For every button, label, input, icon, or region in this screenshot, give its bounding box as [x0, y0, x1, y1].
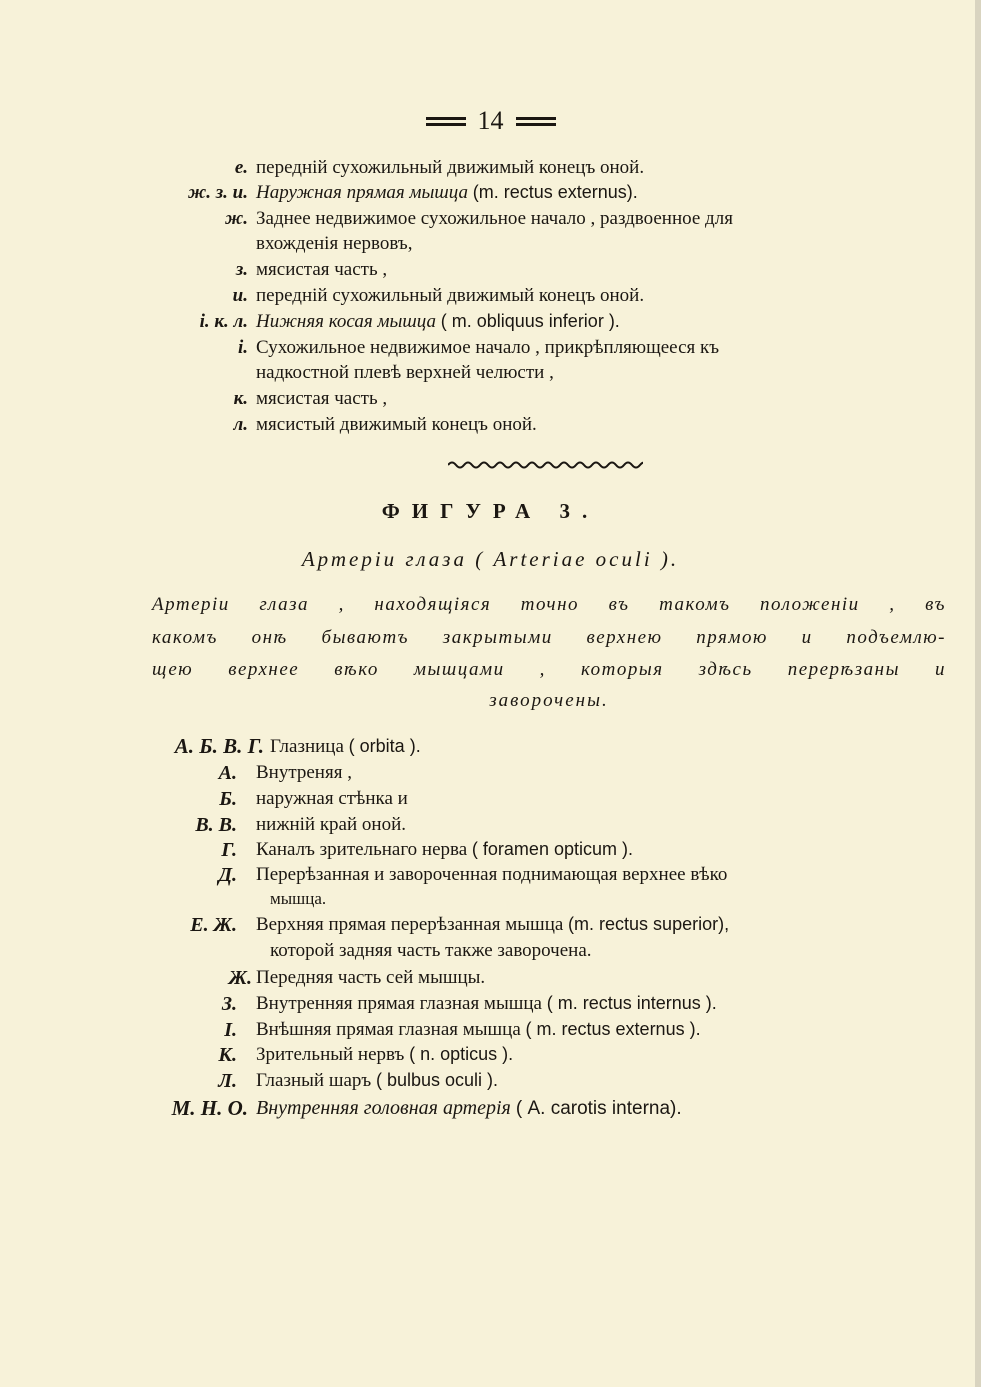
legend-label: В. В. [195, 814, 237, 836]
page-number: 14 [477, 106, 504, 136]
legend-text: Передняя часть сей мышцы. [256, 967, 486, 988]
line-label: i. к. л. [199, 311, 248, 332]
line-label: к. [233, 388, 248, 409]
legend-text: нижнiй край оной. [256, 814, 406, 835]
figure-title: ФИГУРА 3. [381, 499, 600, 523]
line-text: вхожденiя нервовъ, [256, 233, 413, 254]
legend-label: Ж. [228, 967, 252, 989]
legend-text: Глазный шаръ ( bulbus oculi ). [256, 1070, 499, 1091]
legend-text: Внутренняя головная артерiя ( A. carotis interna). [256, 1097, 682, 1119]
line-text: Заднее недвижимое сухожильное начало , раздвоенное для [256, 208, 733, 229]
description-line: заворочены. [489, 690, 609, 711]
legend-text: наружная стѣнка и [256, 788, 408, 809]
line-label: л. [233, 414, 248, 435]
legend-text: Внутреняя , [256, 762, 352, 783]
legend-label: А. [218, 762, 237, 784]
legend-label: Л. [218, 1070, 237, 1092]
ornament-bar-left [426, 117, 466, 126]
description-line: какомъ онѣ бываютъ закрытыми верхнею прямою и подъемлю- [152, 627, 946, 648]
muscle-heading: Нижняя косая мышца ( m. obliquus inferior ). [256, 311, 620, 332]
legend-label: Д. [218, 864, 237, 886]
line-text: надкостной плевѣ верхней челюсти , [256, 362, 554, 383]
legend-label: Е. Ж. [190, 914, 237, 936]
line-label: е. [234, 157, 248, 178]
legend-label: К. [218, 1044, 237, 1066]
page-edge [975, 0, 981, 1387]
legend-label: Г. [221, 839, 237, 861]
line-label: и. [232, 285, 248, 306]
legend-text: Верхняя прямая перерѣзанная мышца (m. rectus superior), [256, 914, 730, 935]
line-text: мясистая часть , [256, 259, 388, 280]
legend-label: А. Б. В. Г. [174, 734, 264, 758]
legend-label: I. [224, 1019, 237, 1041]
legend-text: Перерѣзанная и завороченная поднимающая верхнее вѣко [256, 864, 728, 885]
description-line: Артерiи глаза , находящiяся точно въ такомъ положенiи , въ [152, 594, 946, 615]
wavy-divider [448, 460, 643, 470]
figure-subtitle: Артерiи глаза ( Arteriae oculi ). [301, 547, 680, 571]
page-number-header [0, 104, 981, 136]
line-label: i. [237, 337, 248, 358]
legend-label: Б. [219, 788, 237, 810]
legend-text: Внутренняя прямая глазная мышца ( m. rectus internus ). [256, 993, 717, 1014]
legend-text: Внѣшняя прямая глазная мышца ( m. rectus externus ). [256, 1019, 701, 1040]
muscle-heading: Наружная прямая мышца (m. rectus externus). [256, 182, 638, 203]
legend-text: Глазница ( orbita ). [270, 736, 421, 757]
legend-text: Зрительный нервъ ( n. opticus ). [256, 1044, 514, 1065]
line-text: переднiй сухожильный движимый конецъ оной. [256, 285, 645, 306]
line-text: Сухожильное недвижимое начало , прикрѣпляющееся къ [256, 337, 720, 358]
line-text: переднiй сухожильный движимый конецъ оной. [256, 157, 645, 178]
line-label: з. [235, 259, 248, 280]
legend-text: Каналъ зрительнаго нерва ( foramen opticum ). [256, 839, 633, 860]
description-line: щею верхнее вѣко мышцами , которыя здѣсь перерѣзаны и [152, 659, 946, 680]
line-label: ж. з. и. [188, 182, 248, 203]
line-text: мясистый движимый конецъ оной. [256, 414, 537, 435]
line-label: ж. [225, 208, 248, 229]
ornament-bar-right [516, 117, 556, 126]
legend-text: которой задняя часть также заворочена. [270, 940, 592, 961]
line-text: мясистая часть , [256, 388, 388, 409]
legend-text: мышца. [270, 889, 327, 908]
legend-label: М. Н. О. [171, 1096, 248, 1120]
legend-label: З. [221, 993, 237, 1015]
